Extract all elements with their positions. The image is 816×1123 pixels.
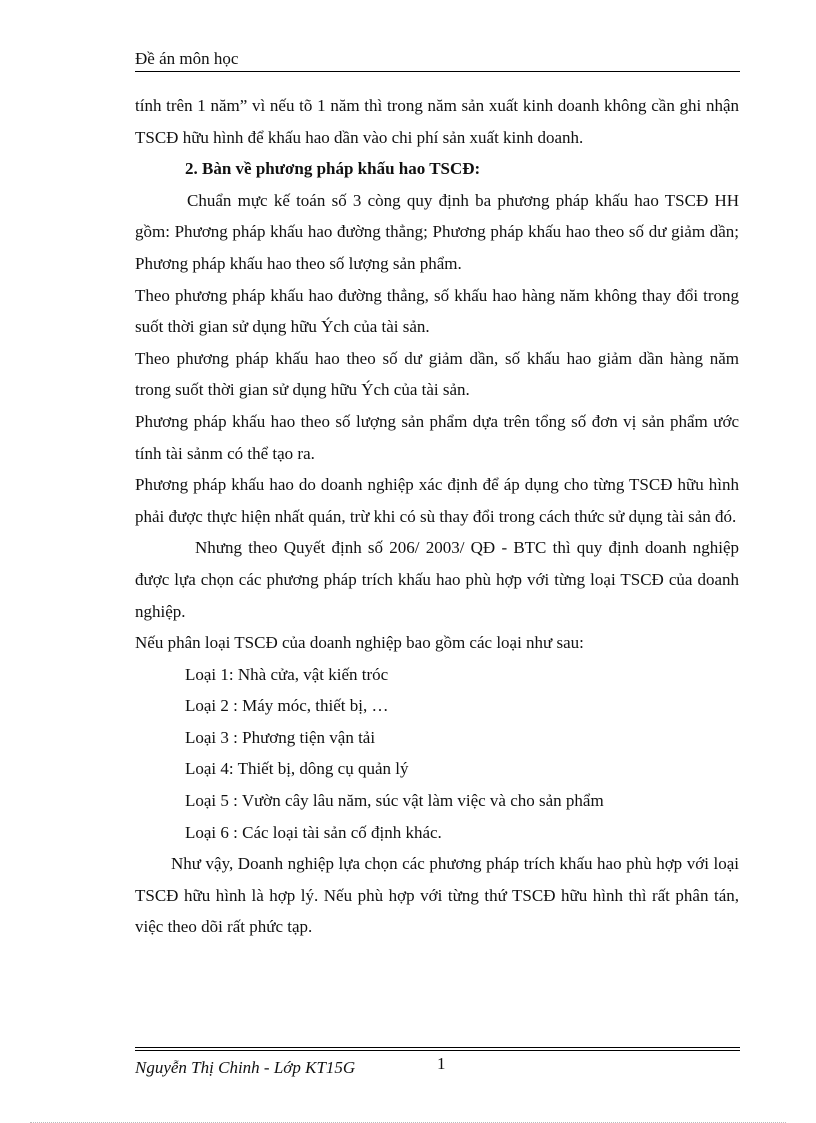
- paragraph: tính trên 1 năm” vì nếu tõ 1 năm thì trong năm sản xuất kinh doanh không cần ghi nhận TSCĐ hữu hình để khấu hao dần vào chi phí sản xuất kinh doanh.: [135, 96, 739, 147]
- list-item: Loại 5 : Vườn cây lâu năm, súc vật làm việc và cho sản phẩm: [185, 791, 604, 811]
- list-item: Loại 4: Thiết bị, dông cụ quản lý: [185, 759, 409, 779]
- paragraph: Chuẩn mực kế toán số 3 còng quy định ba phương pháp khấu hao TSCĐ HH gồm: Phương pháp khấu hao đường thẳng; Phương pháp khấu hao theo số dư giảm dần; Phương pháp khấu hao theo số lượng sản phẩm.: [135, 190, 739, 273]
- header-rule: [135, 71, 740, 72]
- section-heading: 2. Bàn về phương pháp khấu hao TSCĐ:: [185, 159, 481, 179]
- paragraph: Theo phương pháp khấu hao theo số dư giảm dần, số khấu hao giảm dần hàng năm trong suốt thời gian sử dụng hữu Ých của tài sản.: [135, 348, 739, 400]
- paragraph: Nếu phân loại TSCĐ của doanh nghiệp bao gồm các loại như sau:: [135, 633, 584, 653]
- paragraph: Nhưng theo Quyết định số 206/ 2003/ QĐ - BTC thì quy định doanh nghiệp được lựa chọn các phương pháp trích khấu hao phù hợp với từng loại TSCĐ của doanh nghiệp.: [135, 538, 739, 621]
- list-item: Loại 3 : Phương tiện vận tải: [185, 727, 376, 747]
- list-item: Loại 6 : Các loại tài sản cố định khác.: [185, 822, 442, 842]
- document-header-title: Đề án môn học: [135, 49, 239, 68]
- paragraph: Phương pháp khấu hao do doanh nghiệp xác định để áp dụng cho từng TSCĐ hữu hình phải được thực hiện nhất quán, trừ khi có sù thay đổi trong cách thức sử dụng tài sản đó.: [135, 475, 739, 526]
- paragraph: Phương pháp khấu hao theo số lượng sản phẩm dựa trên tổng số đơn vị sản phẩm ước tính tài sảnm có thể tạo ra.: [135, 411, 739, 463]
- document-body: [135, 90, 739, 943]
- list-item: Loại 2 : Máy móc, thiết bị, …: [185, 696, 389, 716]
- page-number: 1: [437, 1054, 446, 1073]
- paragraph: Theo phương pháp khấu hao đường thẳng, số khấu hao hàng năm không thay đổi trong suốt thời gian sử dụng hữu Ých của tài sản.: [135, 285, 739, 337]
- paragraph: Như vậy, Doanh nghiệp lựa chọn các phương pháp trích khấu hao phù hợp với loại TSCĐ hữu hình là hợp lý. Nếu phù hợp với từng thứ TSCĐ hữu hình thì rất phân tán, việc theo dõi rất phức tạp.: [135, 854, 739, 937]
- footer-rule-bottom: [135, 1050, 740, 1051]
- list-item: Loại 1: Nhà cửa, vật kiến tróc: [185, 664, 389, 684]
- footer-rule-top: [135, 1047, 740, 1048]
- footer-author: Nguyễn Thị Chinh - Lớp KT15G: [135, 1058, 356, 1077]
